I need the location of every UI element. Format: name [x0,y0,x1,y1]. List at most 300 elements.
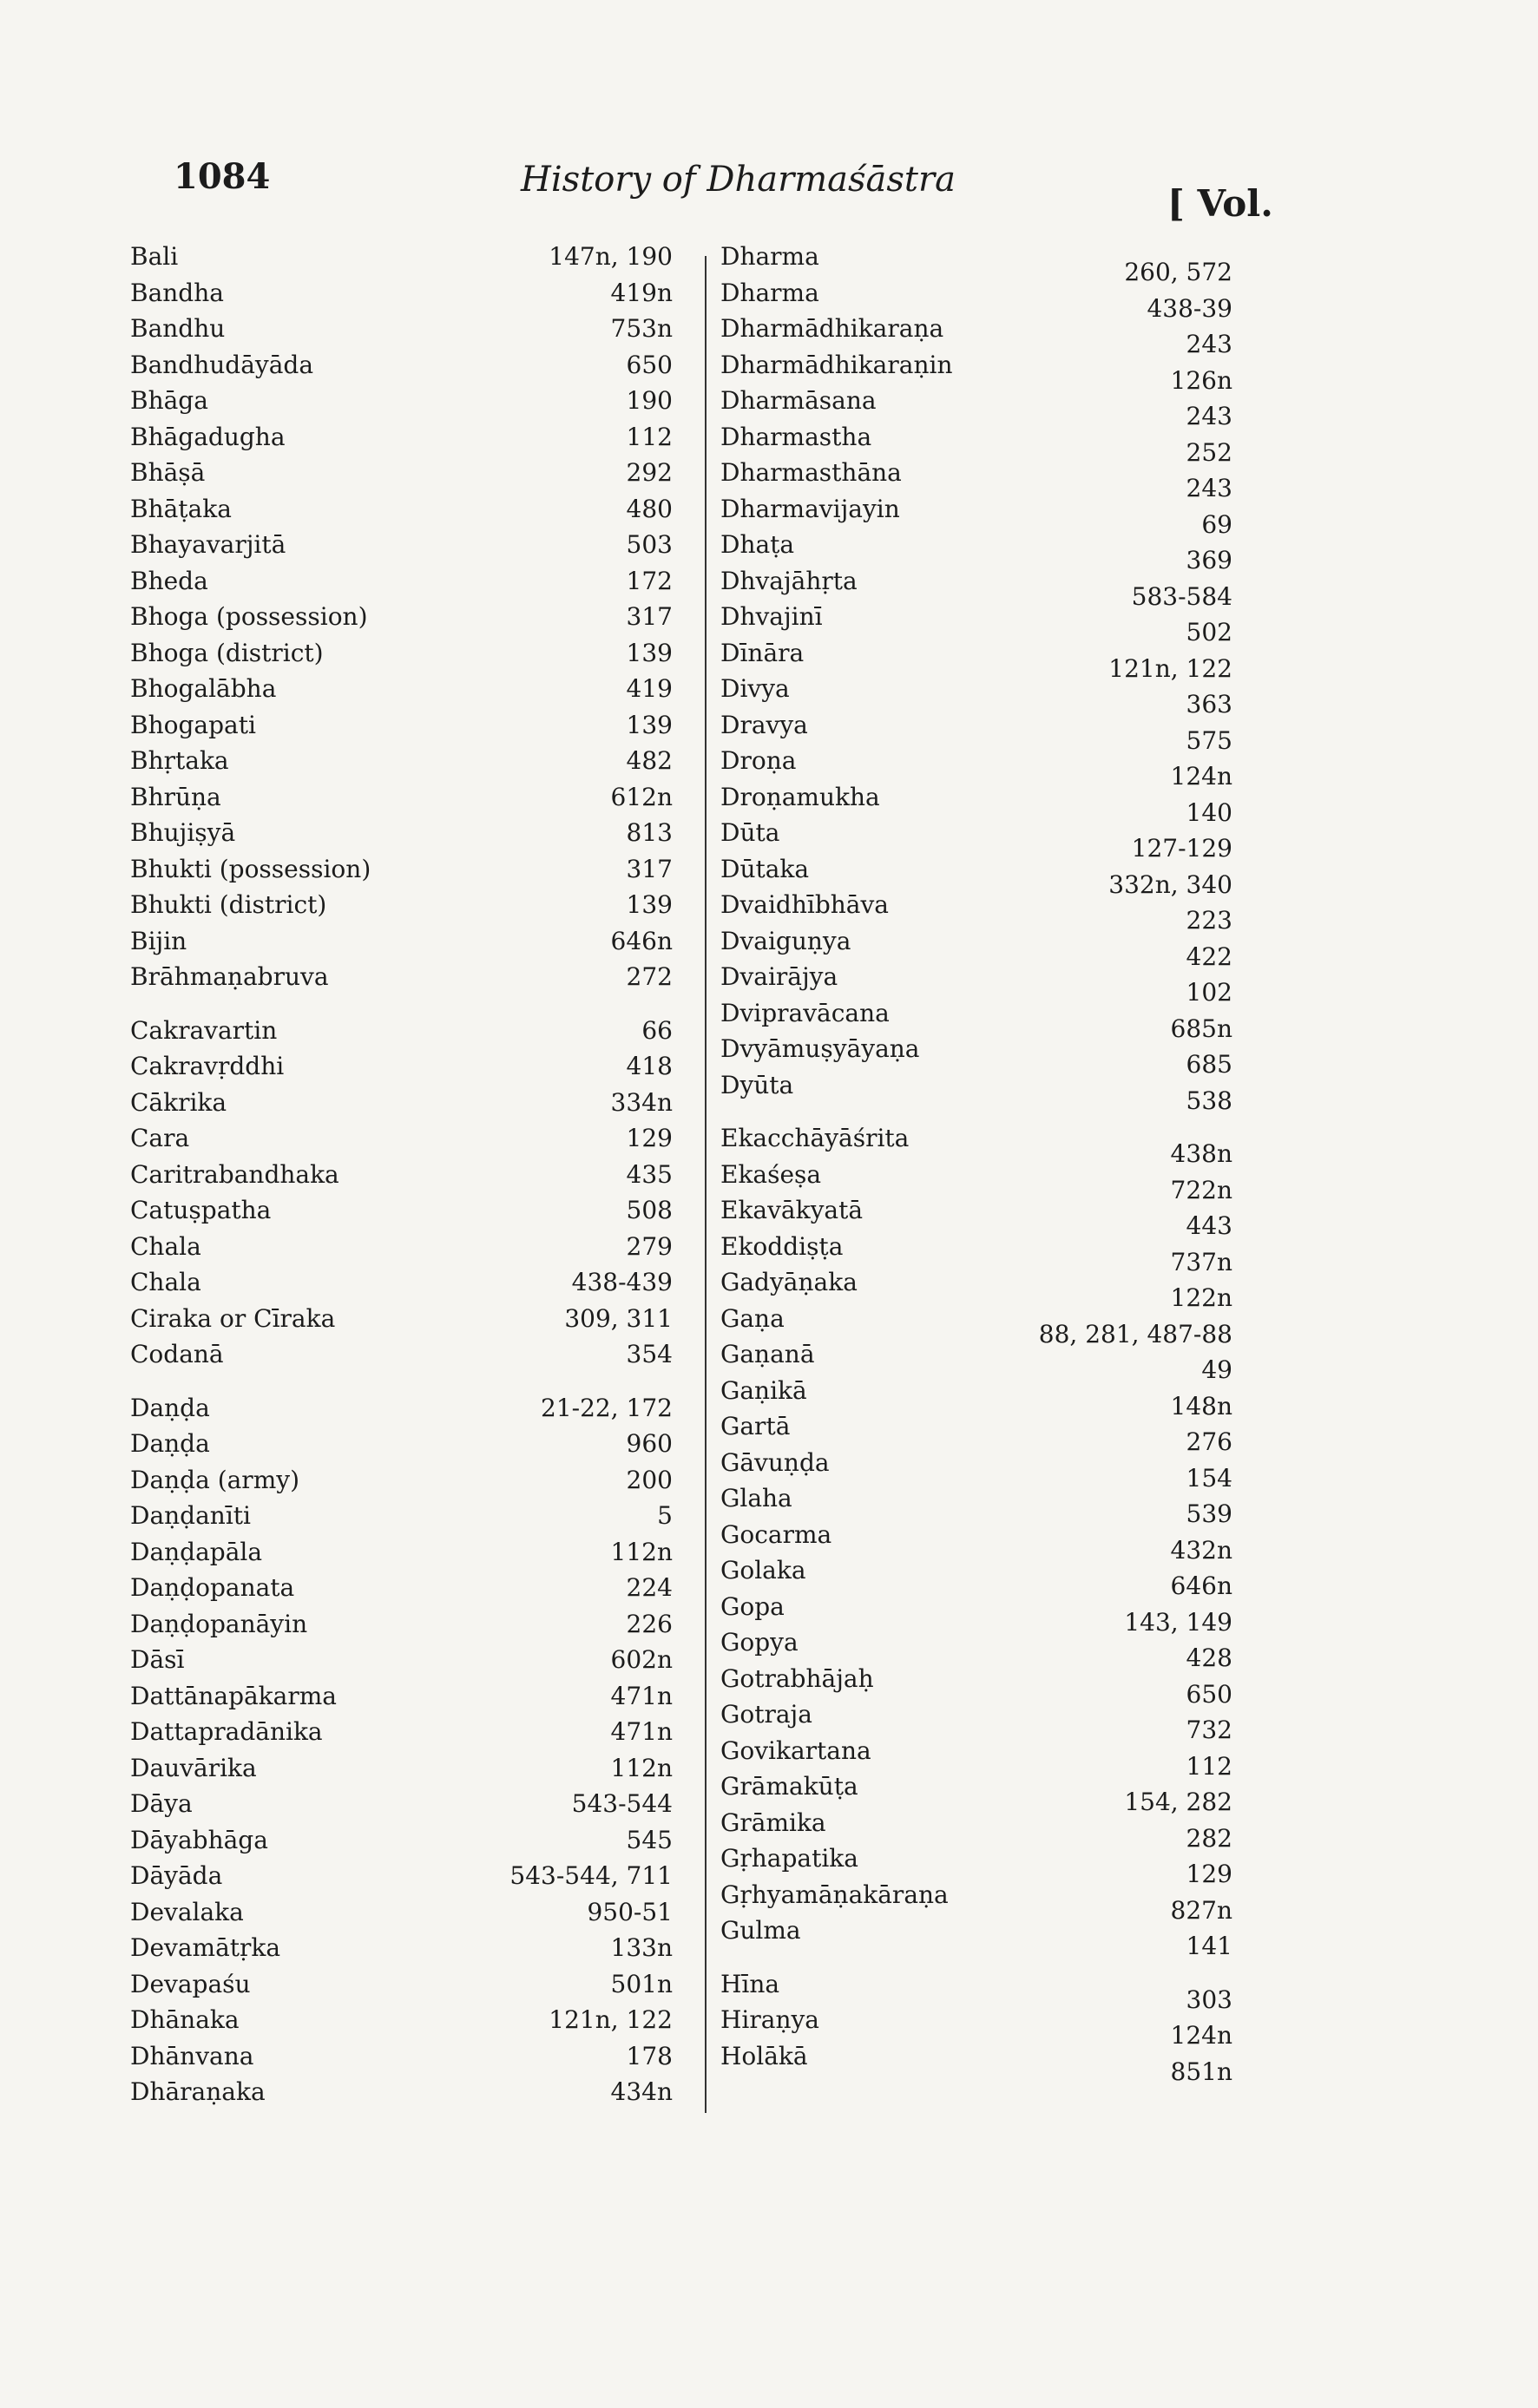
index-term: Brāhmaṇabruva [130,962,329,991]
page-reference: 5 [657,1501,673,1530]
page-reference: 575 [1186,725,1232,755]
index-entry [703,311,1241,358]
index-term: Dāyāda [130,1861,223,1890]
index-entry [130,707,686,744]
index-term: Dyūta [720,1070,794,1099]
page-reference: 223 [1186,906,1232,935]
index-term: Dattānapākarma [130,1681,337,1710]
index-term: Dharmastha [720,422,872,451]
index-term: Devapaśu [130,1969,251,1998]
page-reference: 471n [610,1717,673,1746]
index-entry [130,959,686,995]
page-reference: 438-39 [1147,293,1232,323]
page-reference: 732 [1186,1716,1232,1744]
index-entry [703,779,1241,827]
index-entry [703,599,1241,646]
page-reference: 21-22, 172 [541,1393,673,1422]
page-reference: 143, 149 [1124,1607,1232,1637]
page-reference: 354 [626,1340,673,1368]
index-entry [703,1157,1241,1204]
index-term: Bandha [130,278,224,307]
page-reference: 419n [610,278,673,307]
page-reference: 482 [626,746,673,775]
page-reference: 443 [1186,1211,1232,1240]
page-reference: 612n [610,782,673,811]
index-entry [703,1805,1241,1853]
index-entry [703,887,1241,935]
page-reference: 112n [610,1537,673,1566]
page-reference: 332n, 340 [1108,869,1232,899]
page-reference: 434n [610,2077,673,2106]
index-entry [703,275,1241,323]
index-term: Dāyabhāga [130,1825,268,1854]
index-term: Dravya [720,710,808,739]
index-entry [130,1426,686,1462]
index-entry [130,1678,686,1715]
page-reference: 292 [626,458,673,487]
running-title: History of Dharmaśāstra [521,160,956,200]
index-entry [703,1966,1241,2014]
index-entry [703,1408,1241,1456]
index-entry [130,1301,686,1337]
index-term: Hīna [720,1969,780,1998]
index-term: Hiraṇya [720,2005,819,2034]
index-term: Holākā [720,2041,808,2070]
page-reference: 88, 281, 487-88 [1038,1319,1232,1348]
index-entry [130,815,686,851]
index-term: Gaṇa [720,1303,785,1333]
index-term: Dharmasthāna [720,458,902,487]
page-reference: 148n [1170,1391,1232,1421]
index-term: Cakravartin [130,1015,278,1045]
page-reference: 753n [610,314,673,343]
page-reference: 154, 282 [1124,1788,1232,1816]
index-term: Catuṣpatha [130,1196,272,1224]
index-term: Gopya [720,1628,799,1657]
page-reference: 508 [626,1196,673,1224]
page-reference: 129 [1186,1860,1232,1888]
index-term: Dhāraṇaka [130,2077,266,2106]
page-reference: 124n [1170,762,1232,791]
index-term: Bhukti (district) [130,890,327,919]
index-entry [130,1462,686,1499]
page-reference: 539 [1186,1499,1232,1528]
index-term: Bijin [130,926,187,955]
page-reference: 685n [1170,1014,1232,1043]
index-term: Gadyāṇaka [720,1268,858,1296]
index-column-right [703,239,1241,2086]
index-term: Dūtaka [720,854,810,883]
page-reference: 172 [626,566,673,595]
index-term: Bandhudāyāda [130,350,314,379]
index-term: Dattapradānika [130,1717,323,1746]
index-term: Dharmādhikaraṇin [720,350,953,379]
index-term: Bali [130,242,179,271]
page-reference: 851n [1170,2057,1232,2086]
index-term: Daṇḍa (army) [130,1465,299,1494]
page-reference: 543-544 [571,1789,673,1818]
index-entry [703,671,1241,718]
index-entry [130,1336,686,1373]
index-entry [703,1733,1241,1781]
page-reference: 127-129 [1131,834,1232,863]
page-reference: 178 [626,2041,673,2070]
index-entry [703,707,1241,755]
page-reference: 480 [626,494,673,523]
page-reference: 133n [610,1933,673,1962]
index-term: Dhvajinī [720,602,823,631]
page-reference: 502 [1186,618,1232,646]
page-reference: 139 [626,890,673,919]
index-entry [130,2038,686,2075]
index-term: Ekoddiṣṭa [720,1231,844,1261]
index-term: Cakravṛddhi [130,1052,285,1080]
index-term: Bhāga [130,386,208,415]
index-entry [703,1696,1241,1744]
index-term: Dharma [720,278,819,307]
index-term: Bhogapati [130,710,256,739]
index-entry [130,1930,686,1966]
index-entry [130,923,686,960]
page-reference: 309, 311 [564,1303,673,1333]
page-header [0,156,1538,226]
index-entry [703,1913,1241,1960]
page-reference: 66 [641,1015,673,1045]
index-entry [130,527,686,563]
index-term: Divya [720,674,790,703]
index-entry [130,347,686,384]
index-entry [703,1877,1241,1925]
index-entry [703,1624,1241,1672]
page-reference: 272 [626,962,673,991]
page-number: 1084 [174,156,271,197]
index-term: Bheda [130,566,208,595]
index-entry [703,1301,1241,1348]
index-term: Gotraja [720,1700,812,1729]
index-entry [703,1229,1241,1276]
index-term: Ekavākyatā [720,1196,864,1224]
index-entry [130,1822,686,1859]
index-entry [130,275,686,312]
page-reference: 369 [1186,546,1232,574]
index-term: Caritrabandhaka [130,1159,339,1189]
page-reference: 543-544, 711 [509,1861,673,1890]
page-reference: 122n [1170,1283,1232,1312]
index-term: Gaṇanā [720,1340,815,1368]
index-term: Bhṛtaka [130,746,229,775]
page-reference: 252 [1186,437,1232,467]
index-entry [703,347,1241,395]
index-entry [130,1606,686,1643]
index-term: Bhogalābha [130,674,277,703]
index-term: Bandhu [130,314,226,343]
index-entry [703,1661,1241,1709]
index-term: Daṇḍopanata [130,1573,295,1602]
index-entry [703,491,1241,539]
index-entry [130,239,686,275]
page-reference: 503 [626,530,673,559]
page-reference: 129 [626,1124,673,1152]
index-term: Bhujiṣyā [130,818,236,847]
index-entry [130,1229,686,1265]
index-term: Gṛhapatika [720,1844,858,1873]
index-term: Bhukti (possession) [130,854,371,883]
index-entry [130,851,686,888]
index-term: Dauvārika [130,1753,257,1782]
index-entry [130,491,686,528]
index-term: Ciraka or Cīraka [130,1303,336,1333]
index-entry [130,1570,686,1606]
index-entry [130,1858,686,1894]
index-term: Dhānaka [130,2005,240,2034]
index-entry [130,311,686,347]
index-entry [703,995,1241,1043]
volume-label: [ Vol. [1167,182,1273,225]
index-term: Glaha [720,1484,792,1512]
page-reference: 102 [1186,978,1232,1007]
index-entry [130,1642,686,1678]
index-term: Cara [130,1124,190,1152]
page-reference: 226 [626,1609,673,1638]
page-reference: 147n, 190 [549,242,673,271]
page-reference: 190 [626,386,673,415]
index-entry [703,455,1241,502]
index-entry [130,1120,686,1157]
page-reference: 737n [1170,1247,1232,1276]
page-reference: 583-584 [1131,581,1232,611]
index-entry [703,743,1241,791]
index-entry [703,383,1241,430]
index-term: Dhaṭa [720,530,795,559]
page-reference: 501n [610,1969,673,1998]
index-entry [703,2002,1241,2050]
index-term: Bhāṣā [130,458,206,487]
index-term: Dvaiguṇya [720,926,851,955]
index-term: Dharmāsana [720,386,877,415]
page-reference: 363 [1186,690,1232,718]
index-entry [130,1013,686,1049]
index-term: Dūta [720,818,780,847]
index-entry [130,1894,686,1931]
page-reference: 538 [1186,1086,1232,1115]
index-entry [130,1264,686,1301]
index-entry [130,2002,686,2038]
page-reference: 121n, 122 [549,2005,673,2034]
index-entry [703,1192,1241,1240]
index-entry [703,563,1241,611]
index-term: Gṛhyamāṇakāraṇa [720,1880,949,1909]
page-reference: 471n [610,1681,673,1710]
page-reference: 112 [626,422,673,451]
index-term: Gopa [720,1591,785,1621]
index-entry [703,527,1241,574]
index-term: Bhāgadugha [130,422,286,451]
index-term: Dāya [130,1789,193,1818]
index-entry [130,1085,686,1121]
index-term: Daṇḍopanāyin [130,1609,308,1638]
page-reference: 432n [1170,1535,1232,1565]
index-term: Droṇa [720,746,797,775]
index-entry [130,887,686,923]
index-term: Droṇamukha [720,782,880,811]
page-reference: 243 [1186,474,1232,502]
index-entry [703,959,1241,1007]
index-term: Gocarma [720,1519,832,1549]
index-entry [703,815,1241,863]
index-term: Dāsī [130,1645,185,1674]
page-reference: 276 [1186,1427,1232,1456]
page-reference: 334n [610,1087,673,1117]
page-reference: 418 [626,1052,673,1080]
page-reference: 950-51 [587,1897,673,1926]
index-term: Gāvuṇḍa [720,1447,830,1477]
page-reference: 279 [626,1231,673,1261]
index-term: Dīnāra [720,638,805,667]
page-reference: 69 [1201,509,1232,539]
page-reference: 813 [626,818,673,847]
index-term: Ekaśeṣa [720,1159,822,1189]
page-reference: 827n [1170,1895,1232,1925]
index-entry [703,239,1241,286]
index-entry [130,563,686,600]
index-entry [703,1480,1241,1528]
index-entry [130,1157,686,1193]
index-term: Gaṇikā [720,1375,807,1405]
index-term: Ekacchāyāśrita [720,1124,910,1152]
index-entry [130,779,686,816]
index-term: Gartā [720,1412,791,1440]
index-term: Gotrabhājaḥ [720,1663,874,1693]
page-reference: 112n [610,1753,673,1782]
index-term: Daṇḍapāla [130,1537,263,1566]
page-reference: 438n [1170,1139,1232,1168]
page-reference: 139 [626,710,673,739]
index-term: Codanā [130,1340,224,1368]
index-entry [703,1768,1241,1816]
index-term: Daṇḍa [130,1393,210,1422]
page-reference: 646n [610,926,673,955]
index-term: Dvairājya [720,962,838,991]
index-entry [703,1552,1241,1600]
index-entry [130,1192,686,1229]
index-term: Dvyāmuṣyāyaṇa [720,1034,920,1063]
page-reference: 121n, 122 [1108,653,1232,683]
index-term: Dharmādhikaraṇa [720,314,944,343]
index-entry [703,1067,1241,1115]
index-term: Grāmakūṭa [720,1772,858,1801]
index-term: Golaka [720,1556,806,1585]
index-term: Devamātṛka [130,1933,281,1962]
index-entry [130,1786,686,1822]
index-column-left [130,239,686,2110]
index-entry [703,1589,1241,1637]
page-reference: 243 [1186,402,1232,430]
index-entry [130,383,686,419]
index-term: Devalaka [130,1897,244,1926]
index-term: Dharmavijayin [720,494,900,523]
index-entry [130,1498,686,1534]
index-entry [130,1966,686,2003]
page-reference: 154 [1186,1463,1232,1493]
index-entry [130,2074,686,2110]
index-term: Chala [130,1231,201,1261]
index-entry [703,1517,1241,1565]
index-entry [130,743,686,779]
page-reference: 200 [626,1465,673,1494]
index-entry [130,1750,686,1787]
page-reference: 112 [1186,1751,1232,1781]
index-term: Chala [130,1268,201,1296]
page-reference: 282 [1186,1823,1232,1853]
page-reference: 243 [1186,330,1232,358]
index-entry [703,851,1241,899]
index-term: Dharma [720,242,819,271]
index-term: Dvaidhībhāva [720,890,889,919]
index-term: Bhāṭaka [130,494,232,523]
page-reference: 419 [626,674,673,703]
page-reference: 260, 572 [1124,258,1232,286]
index-entry [130,671,686,707]
index-entry [703,635,1241,683]
index-term: Daṇḍa [130,1429,210,1458]
page-reference: 141 [1186,1932,1232,1960]
page-reference: 650 [626,350,673,379]
index-entry [130,1048,686,1085]
index-entry [130,1714,686,1750]
page-reference: 140 [1186,797,1232,827]
index-term: Dvipravācana [720,998,890,1027]
index-entry [130,455,686,491]
index-entry [703,1373,1241,1421]
page-reference: 722n [1170,1175,1232,1204]
page-reference: 422 [1186,942,1232,971]
page-reference: 126n [1170,365,1232,395]
page-reference: 438-439 [571,1268,673,1296]
page-reference: 317 [626,602,673,631]
index-entry [130,1534,686,1571]
index-entry [703,1336,1241,1384]
index-term: Dhvajāhṛta [720,566,858,595]
index-term: Bhoga (possession) [130,602,368,631]
index-term: Dhānvana [130,2041,254,2070]
page-reference: 650 [1186,1679,1232,1709]
page-reference: 303 [1186,1985,1232,2014]
page-reference: 428 [1186,1644,1232,1672]
page-reference: 435 [626,1159,673,1189]
index-entry [130,419,686,456]
index-entry [703,2038,1241,2086]
index-entry [703,1840,1241,1888]
index-entry [130,635,686,672]
index-term: Govikartana [720,1735,871,1765]
index-entry [130,1390,686,1427]
page-reference: 317 [626,854,673,883]
index-term: Bhoga (district) [130,638,324,667]
index-entry [703,923,1241,971]
index-term: Bhayavarjitā [130,530,286,559]
page-reference: 49 [1201,1355,1232,1384]
page-reference: 602n [610,1645,673,1674]
index-entry [703,1031,1241,1079]
page-reference: 139 [626,638,673,667]
index-entry [703,419,1241,467]
page-reference: 960 [626,1429,673,1458]
index-term: Daṇḍanīti [130,1501,251,1530]
index-entry [703,1264,1241,1312]
index-term: Gulma [720,1916,801,1945]
page-reference: 545 [626,1825,673,1854]
index-entry [703,1445,1241,1493]
